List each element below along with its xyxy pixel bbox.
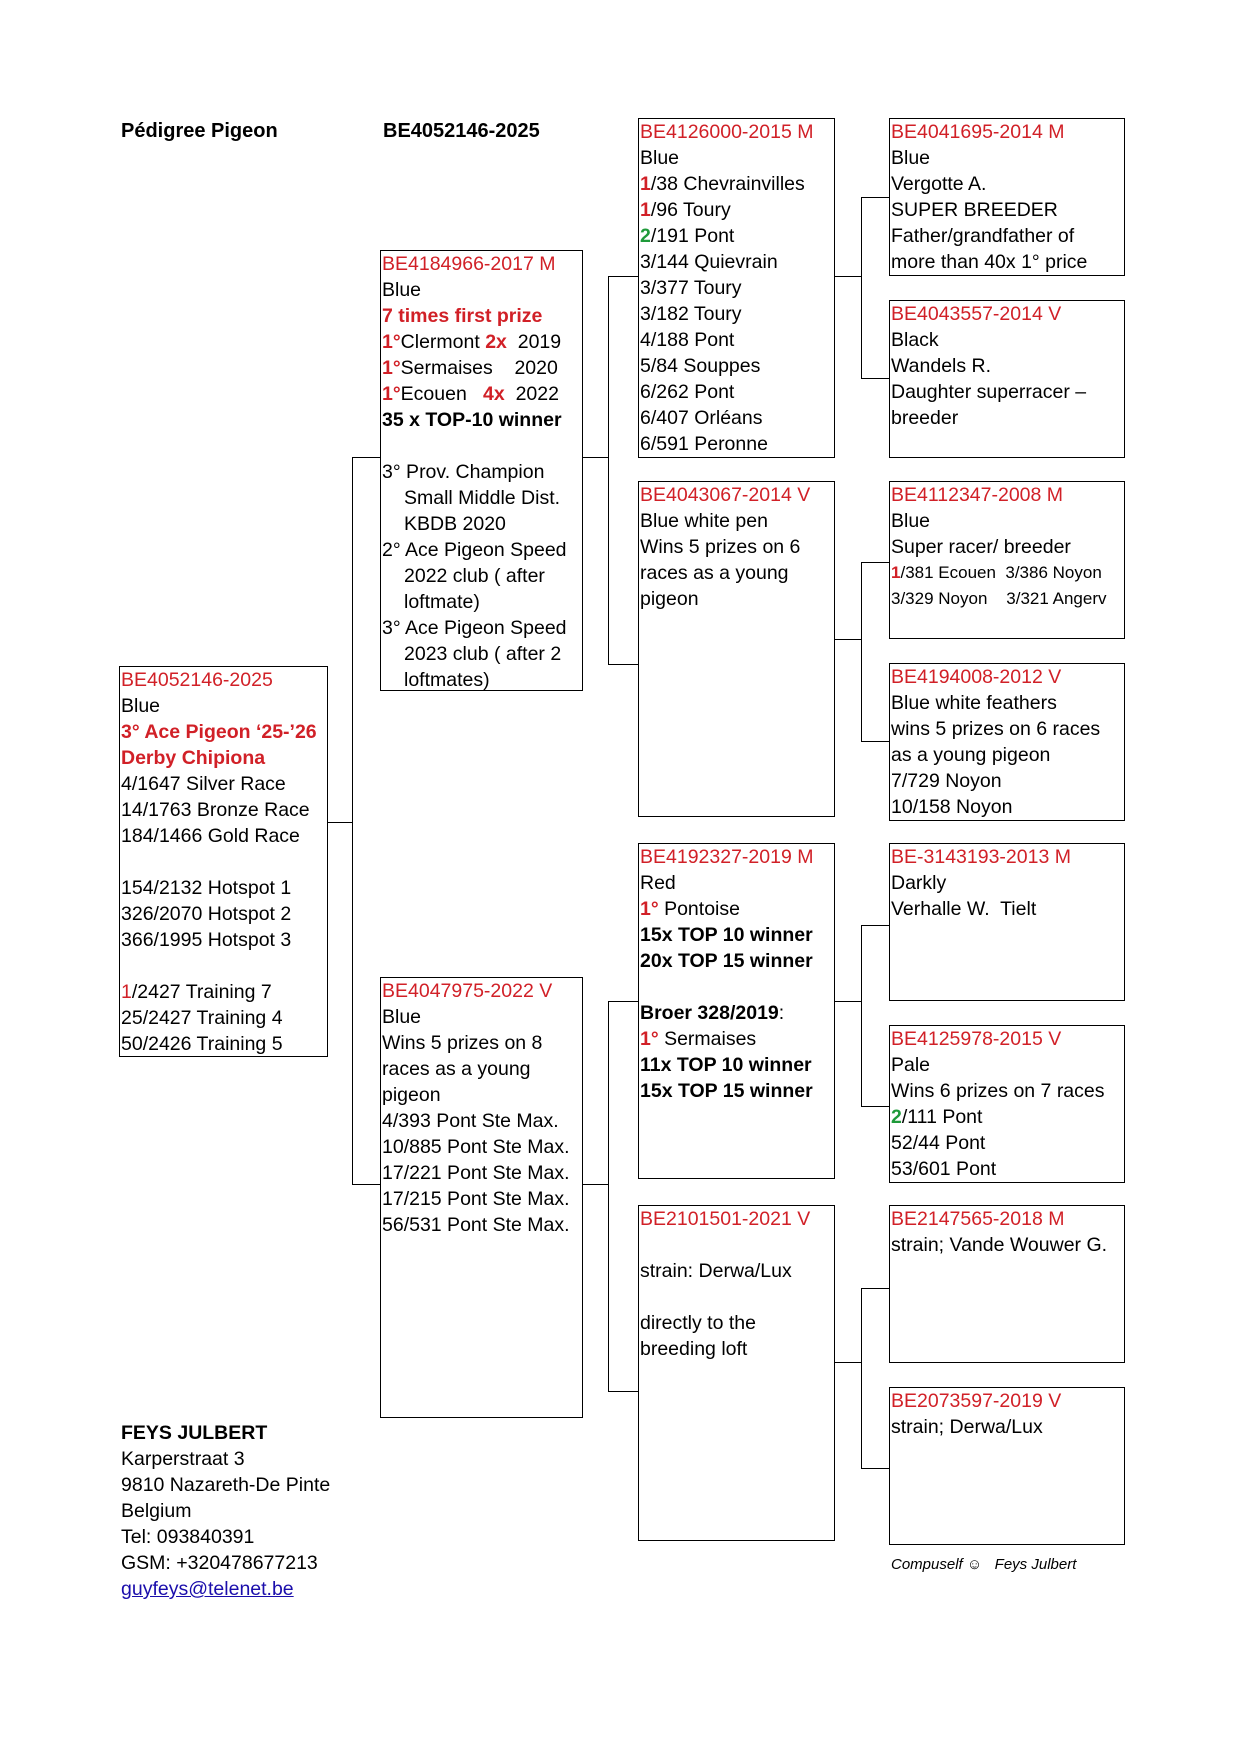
ring-number: BE4052146-2025 [121,669,273,691]
result-line: pigeon [640,588,699,610]
result-line: races as a young [640,562,789,584]
result-line: Wins 5 prizes on 6 [640,536,801,558]
result-line: 2/111 Pont [891,1106,983,1128]
pigeon-color: Blue [382,1006,422,1028]
ace-line: 2023 club ( after 2 [404,643,562,665]
strain-line: strain: Derwa/Lux [640,1260,792,1282]
result-line: 56/531 Pont Ste Max. [382,1214,570,1236]
breeder-phone: Tel: 093840391 [121,1526,255,1548]
result-line: 6/407 Orléans [640,407,763,429]
ring-number: BE-3143193-2013 M [891,846,1071,868]
breeder-line: Wandels R. [891,355,992,377]
note-line: Father/grandfather of [891,225,1075,247]
result-line: 1° Pontoise [640,898,740,920]
result-line: 1° Sermaises [640,1028,757,1050]
honor-text: 3° Ace Pigeon ‘25-’26 [121,721,317,743]
result-line: 6/591 Peronne [640,433,768,455]
pigeon-color: Darkly [891,872,947,894]
strain-line: strain; Derwa/Lux [891,1416,1043,1438]
result-line: 1/2427 Training 7 [121,981,272,1003]
champion-line: KBDB 2020 [404,513,506,535]
note-line: directly to the [640,1312,756,1334]
note-line: as a young pigeon [891,744,1051,766]
honor-text: 7 times first prize [382,305,543,327]
pigeon-color: Blue [382,279,422,301]
subject-pigeon-card [119,666,328,1057]
champion-line: 3° Prov. Champion [382,461,545,483]
result-line: 3/329 Noyon 3/321 Angerv [891,589,1107,608]
result-line: 1°Ecouen 4x 2022 [382,383,559,405]
result-line: 3/182 Toury [640,303,742,325]
breeder-city: 9810 Nazareth-De Pinte [121,1474,331,1496]
breeder-country: Belgium [121,1500,192,1522]
note-line: wins 5 prizes on 6 races [891,718,1101,740]
result-line: 1/96 Toury [640,199,731,221]
rank-first: 1 [121,981,132,1003]
great-grandparent-card [889,1025,1125,1183]
great-grandparent-card [889,843,1125,1001]
result-line: 17/221 Pont Ste Max. [382,1162,570,1184]
pigeon-color: Blue [121,695,161,717]
note-line: breeder [891,407,959,429]
note-line: Wins 6 prizes on 7 races [891,1080,1105,1102]
ring-number: BE4043067-2014 V [640,484,811,506]
honor-text: 15x TOP 10 winner [640,924,813,946]
great-grandparent-card [889,118,1125,276]
note-line: breeding loft [640,1338,748,1360]
pigeon-color: Red [640,872,676,894]
paternal-grandfather-card [638,118,835,458]
great-grandparent-card [889,481,1125,639]
ace-line: 2022 club ( after [404,565,545,587]
header-ring-number: BE4052146-2025 [383,120,540,142]
breeder-name: FEYS JULBERT [121,1422,268,1444]
breeder-street: Karperstraat 3 [121,1448,245,1470]
pigeon-color: Blue [891,147,931,169]
result-line: 184/1466 Gold Race [121,825,300,847]
result-line: 1/381 Ecouen 3/386 Noyon [891,563,1102,582]
father-card [380,250,583,691]
ace-line: 3° Ace Pigeon Speed [382,617,567,639]
result-line: 2/191 Pont [640,225,735,247]
pigeon-color: Pale [891,1054,931,1076]
result-line: 14/1763 Bronze Race [121,799,310,821]
ring-number: BE4047975-2022 V [382,980,553,1002]
result-line: 366/1995 Hotspot 3 [121,929,292,951]
result-line: 17/215 Pont Ste Max. [382,1188,570,1210]
honor-text: 20x TOP 15 winner [640,950,813,972]
honor-text: 11x TOP 10 winner [640,1054,812,1076]
result-line: pigeon [382,1084,441,1106]
result-line: races as a young [382,1058,531,1080]
breeder-line: Verhalle W. Tielt [891,898,1037,920]
ace-line: loftmate) [404,591,480,613]
great-grandparent-card [889,1205,1125,1363]
result-line: 10/885 Pont Ste Max. [382,1136,570,1158]
ring-number: BE4194008-2012 V [891,666,1062,688]
pigeon-color: Black [891,329,939,351]
paternal-grandmother-card [638,481,835,817]
note-line: Super racer/ breeder [891,536,1071,558]
credit-note: Compuself ☺ Feys Julbert [891,1556,1077,1573]
result-line: 3/144 Quievrain [640,251,778,273]
brother-line: Broer 328/2019: [640,1002,785,1024]
mother-card [380,977,583,1418]
pigeon-color: Blue white feathers [891,692,1057,714]
ring-number: BE4041695-2014 M [891,121,1065,143]
result-line: 7/729 Noyon [891,770,1002,792]
strain-line: strain; Vande Wouwer G. [891,1234,1108,1256]
page-title: Pédigree Pigeon [121,120,278,142]
breeder-contact [121,1420,330,1602]
breeder-email-link[interactable]: guyfeys@telenet.be [121,1578,294,1600]
ring-number: BE4043557-2014 V [891,303,1062,325]
result-line: 25/2427 Training 4 [121,1007,283,1029]
result-line: 6/262 Pont [640,381,735,403]
result-line: 10/158 Noyon [891,796,1013,818]
result-line: 53/601 Pont [891,1158,997,1180]
result-line: 52/44 Pont [891,1132,986,1154]
honor-text: Derby Chipiona [121,747,266,769]
ring-number: BE2147565-2018 M [891,1208,1065,1230]
pigeon-color: Blue [640,147,680,169]
ace-line: loftmates) [404,669,490,691]
champion-line: Small Middle Dist. [404,487,561,509]
note-line: more than 40x 1° price [891,251,1088,273]
result-line: 4/1647 Silver Race [121,773,286,795]
great-grandparent-card [889,1387,1125,1545]
result-line: 1°Clermont 2x 2019 [382,331,562,353]
ring-number: BE4192327-2019 M [640,846,814,868]
result-line: 1°Sermaises 2020 [382,357,558,379]
result-line: Wins 5 prizes on 8 [382,1032,543,1054]
ring-number: BE2073597-2019 V [891,1390,1062,1412]
ring-number: BE4125978-2015 V [891,1028,1062,1050]
ring-number: BE4184966-2017 M [382,253,556,275]
honor-text: 15x TOP 15 winner [640,1080,813,1102]
result-line: 4/393 Pont Ste Max. [382,1110,559,1132]
honor-text: 35 x TOP-10 winner [382,409,562,431]
result-line: 154/2132 Hotspot 1 [121,877,292,899]
result-line: 50/2426 Training 5 [121,1033,283,1055]
note-line: Daughter superracer – [891,381,1087,403]
result-line: 326/2070 Hotspot 2 [121,903,292,925]
great-grandparent-card [889,300,1125,458]
result-line: 1/38 Chevrainvilles [640,173,805,195]
maternal-grandmother-card [638,1205,835,1541]
breeder-line: Vergotte A. [891,173,987,195]
breeder-mobile: GSM: +320478677213 [121,1552,318,1574]
great-grandparent-card [889,663,1125,821]
result-line: 5/84 Souppes [640,355,761,377]
ace-line: 2° Ace Pigeon Speed [382,539,567,561]
maternal-grandfather-card [638,843,835,1179]
note-line: SUPER BREEDER [891,199,1058,221]
ring-number: BE2101501-2021 V [640,1208,811,1230]
result-line: 4/188 Pont [640,329,735,351]
pigeon-color: Blue [891,510,931,532]
result-line: Blue white pen [640,510,768,532]
ring-number: BE4126000-2015 M [640,121,814,143]
result-line: 3/377 Toury [640,277,742,299]
ring-number: BE4112347-2008 M [891,484,1064,506]
